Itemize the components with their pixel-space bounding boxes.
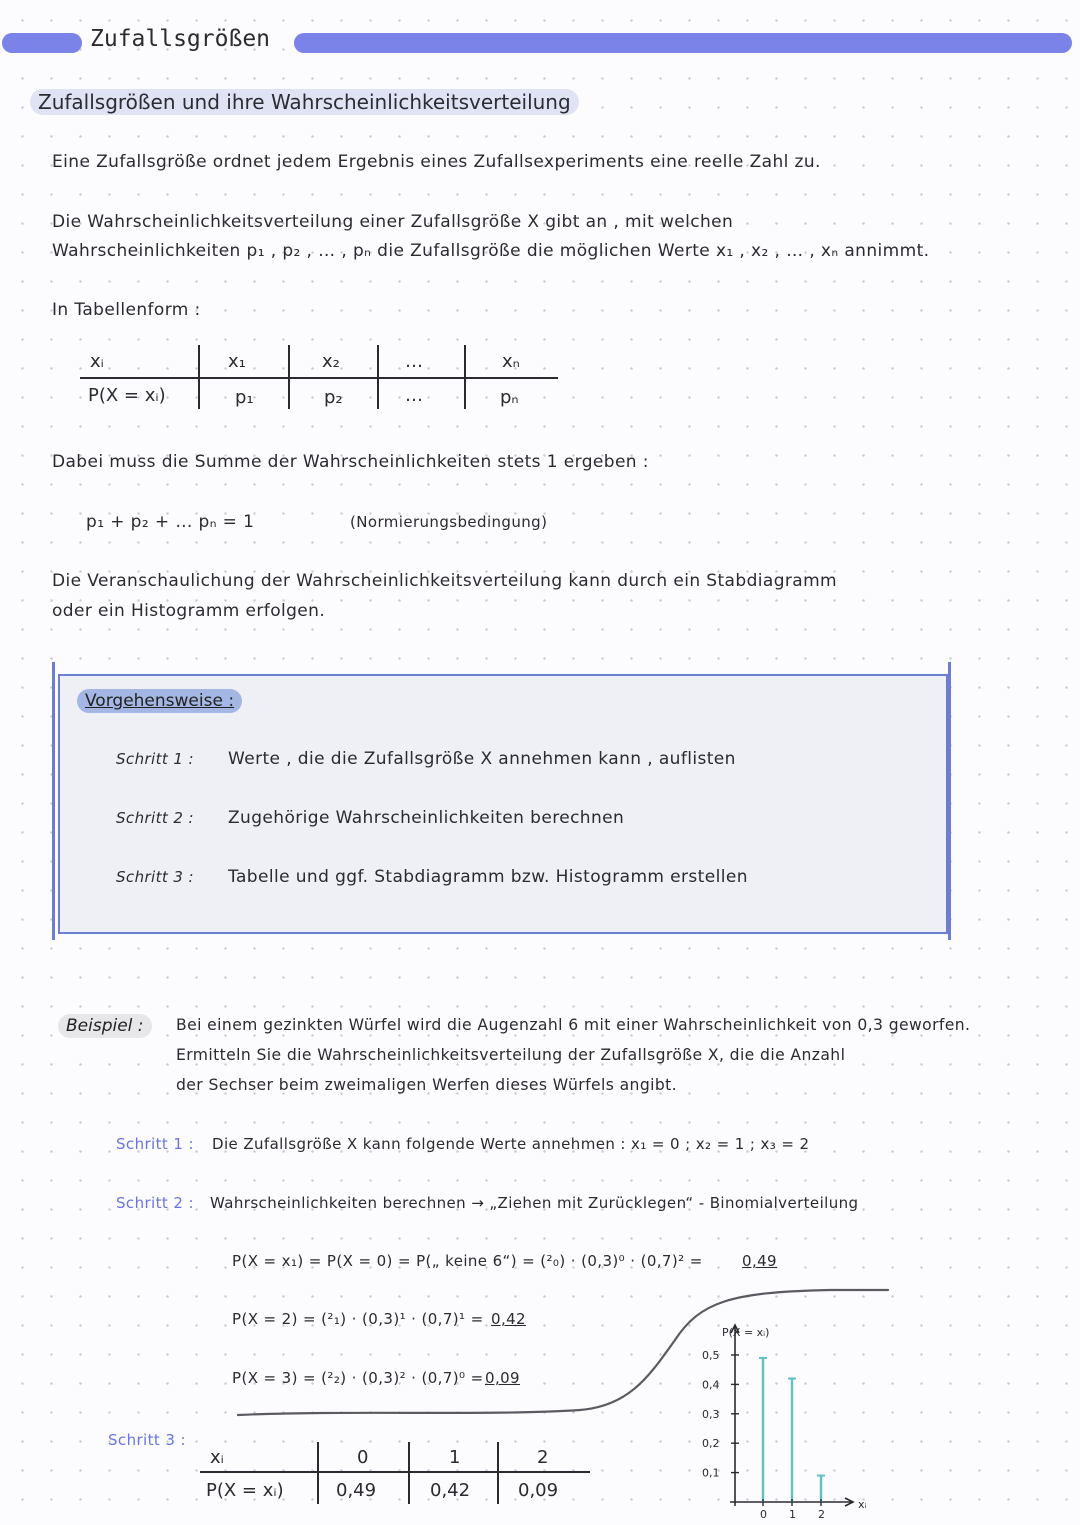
header-bar-left — [2, 33, 82, 53]
definition-text: Eine Zufallsgröße ordnet jedem Ergebnis eines Zufallsexperiments eine reelle Zahl zu. — [52, 152, 821, 172]
calc-3-expression: P(X = 3) = (²₂) · (0,3)² · (0,7)⁰ = — [232, 1369, 484, 1387]
illustration-line-1: Die Veranschaulichung der Wahrscheinlichkeitsverteilung kann durch ein Stabdiagramm — [52, 571, 838, 591]
x-tick-label: 0 — [760, 1508, 767, 1521]
table-cell-x1: x₁ — [228, 351, 246, 372]
header-bar-right — [294, 33, 1072, 53]
example-step-2-label: Schritt 2 : — [116, 1194, 194, 1212]
example-line-3: der Sechser beim zweimaligen Werfen dieses Würfels angibt. — [176, 1076, 678, 1094]
example-step-1-label: Schritt 1 : — [116, 1135, 194, 1153]
sum-formula: p₁ + p₂ + … pₙ = 1 — [86, 512, 255, 532]
calc-1-expression: P(X = x₁) = P(X = 0) = P(„ keine 6“) = (²₀) · (0,3)⁰ · (0,7)² = — [232, 1252, 703, 1270]
table-row-label-x: xᵢ — [210, 1447, 224, 1468]
procedure-border-right — [948, 662, 951, 940]
y-tick-label: 0,5 — [702, 1349, 720, 1362]
page-title: Zufallsgrößen — [90, 26, 271, 52]
table-row-label-x: xᵢ — [90, 351, 104, 372]
table-cell-x2: x₂ — [322, 351, 340, 372]
section-title: Zufallsgrößen und ihre Wahrscheinlichkeitsverteilung — [30, 89, 579, 115]
x-tick-label: 2 — [818, 1508, 825, 1521]
procedure-step-1-text: Werte , die die Zufallsgröße X annehmen kann , auflisten — [228, 749, 736, 769]
result-table — [200, 1440, 590, 1508]
calc-2-expression: P(X = 2) = (²₁) · (0,3)¹ · (0,7)¹ = — [232, 1310, 484, 1328]
example-line-1: Bei einem gezinkten Würfel wird die Augenzahl 6 mit einer Wahrscheinlichkeit von 0,3 geworfen. — [176, 1016, 971, 1034]
procedure-step-3-text: Tabelle und ggf. Stabdiagramm bzw. Histogramm erstellen — [228, 867, 748, 887]
table-row-label-p: P(X = xᵢ) — [206, 1480, 284, 1501]
y-axis-label: P(X = xᵢ) — [722, 1326, 770, 1339]
example-label: Beispiel : — [58, 1014, 152, 1038]
table-cell-xn: xₙ — [502, 351, 520, 372]
table-column-line — [288, 345, 290, 409]
table-divider — [80, 377, 558, 379]
table-row-label-p: P(X = xᵢ) — [88, 385, 166, 406]
table-column-line — [464, 345, 466, 409]
sum-note: (Normierungsbedingung) — [350, 513, 548, 531]
example-step-2-text: Wahrscheinlichkeiten berechnen → „Ziehen mit Zurücklegen“ - Binomialverteilung — [210, 1194, 859, 1212]
x-tick-label: 1 — [789, 1508, 796, 1521]
table-column-line — [198, 345, 200, 409]
table-divider — [200, 1471, 590, 1473]
procedure-title: Vorgehensweise : — [77, 689, 242, 713]
calc-2-result: 0,42 — [491, 1310, 526, 1328]
procedure-frame — [58, 674, 948, 934]
table-column-line — [408, 1442, 410, 1504]
table-cell-p-dots: … — [405, 385, 423, 406]
sum-text: Dabei muss die Summe der Wahrscheinlichkeiten stets 1 ergeben : — [52, 452, 649, 472]
table-intro: In Tabellenform : — [52, 300, 201, 320]
calc-3-result: 0,09 — [485, 1369, 520, 1387]
distribution-line-2: Wahrscheinlichkeiten p₁ , p₂ , … , pₙ die Zufallsgröße die möglichen Werte x₁ , x₂ , … , xₙ annimmt. — [52, 241, 930, 261]
calc-1-result: 0,49 — [742, 1252, 777, 1270]
procedure-step-1-label: Schritt 1 : — [116, 750, 194, 768]
illustration-line-2: oder ein Histogramm erfolgen. — [52, 601, 326, 621]
table-cell-p1: p₁ — [235, 387, 254, 408]
table-column-line — [317, 1442, 319, 1504]
procedure-border-left — [52, 662, 55, 940]
example-step-3-label: Schritt 3 : — [108, 1431, 186, 1449]
y-tick-label: 0,4 — [702, 1378, 720, 1392]
procedure-step-3-label: Schritt 3 : — [116, 868, 194, 886]
distribution-line-1: Die Wahrscheinlichkeitsverteilung einer Zufallsgröße X gibt an , mit welchen — [52, 212, 734, 232]
example-step-1-text: Die Zufallsgröße X kann folgende Werte annehmen : x₁ = 0 ; x₂ = 1 ; x₃ = 2 — [212, 1135, 810, 1153]
distribution-table — [80, 343, 558, 413]
table-cell-p2: p₂ — [324, 387, 343, 408]
y-tick-label: 0,3 — [702, 1407, 720, 1421]
y-tick-label: 0,1 — [702, 1466, 720, 1480]
table-cell-p0: 0,49 — [336, 1480, 377, 1501]
table-cell-p1: 0,42 — [430, 1480, 471, 1501]
procedure-step-2-label: Schritt 2 : — [116, 809, 194, 827]
table-cell-x-dots: … — [405, 351, 423, 372]
table-column-line — [377, 345, 379, 409]
table-cell-x0: 0 — [357, 1447, 369, 1468]
table-cell-x1: 1 — [449, 1447, 461, 1468]
table-cell-x2: 2 — [537, 1447, 549, 1468]
example-line-2: Ermitteln Sie die Wahrscheinlichkeitsverteilung der Zufallsgröße X, die die Anzahl — [176, 1046, 846, 1064]
x-axis-label: xᵢ — [858, 1498, 867, 1511]
table-cell-pn: pₙ — [500, 387, 519, 408]
table-column-line — [497, 1442, 499, 1504]
table-cell-p2: 0,09 — [518, 1480, 559, 1501]
bar-chart — [690, 1318, 890, 1523]
procedure-step-2-text: Zugehörige Wahrscheinlichkeiten berechnen — [228, 808, 625, 828]
y-tick-label: 0,2 — [702, 1437, 720, 1451]
